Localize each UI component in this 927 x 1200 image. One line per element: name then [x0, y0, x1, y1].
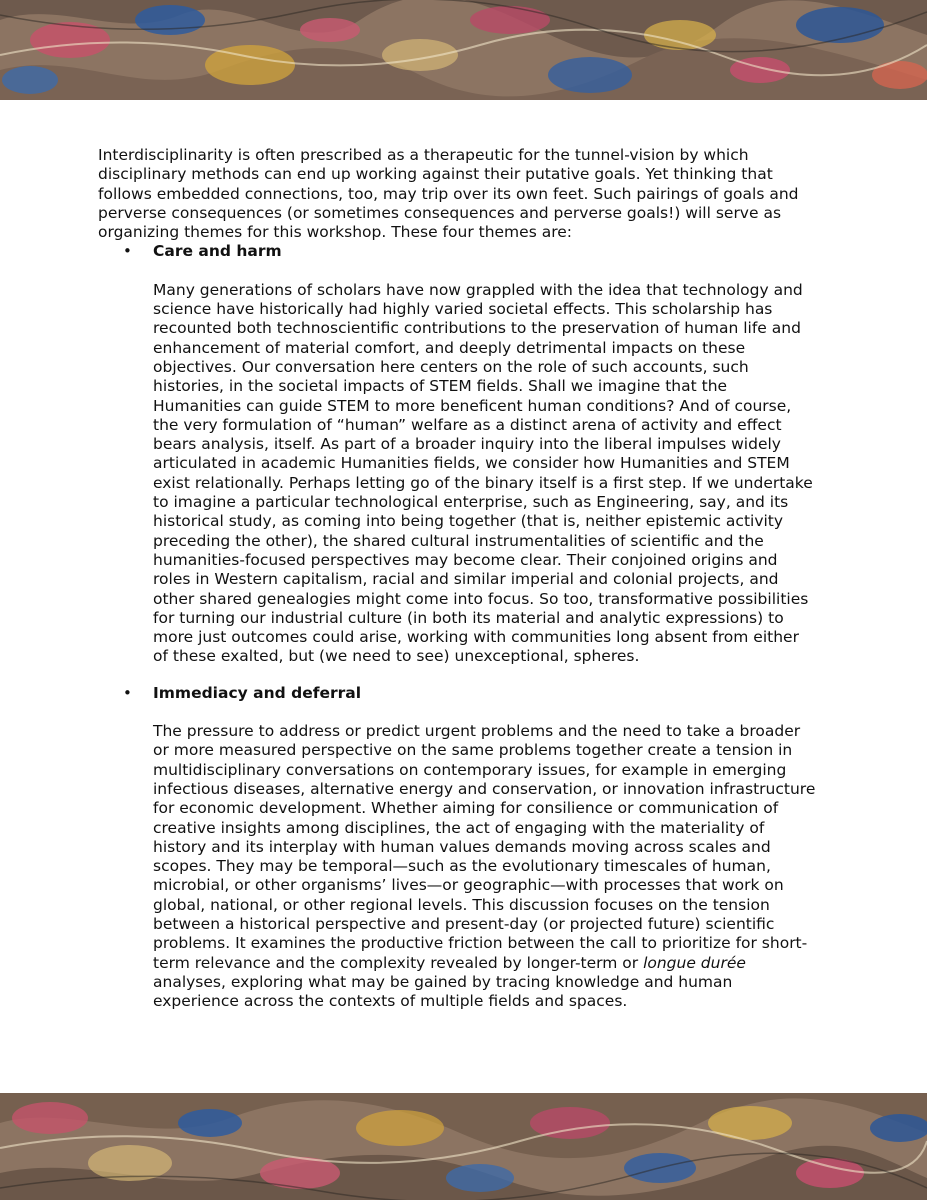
bullet-icon: • — [123, 683, 132, 702]
intro-paragraph: Interdisciplinarity is often prescribed as a therapeutic for the tunnel-vision by which disciplinary methods can end up working against their putative goals. Yet thinking that follows embedded connections, too, may trip over its own feet. Such pairings of goals and perverse consequences (or sometimes consequences and perverse goals!) will serve as organizing themes for this workshop. These four themes are: — [98, 146, 799, 242]
theme-item — [98, 242, 818, 666]
theme-item — [98, 684, 818, 1012]
theme-body-emphasis: longue durée — [643, 953, 746, 972]
theme-body-text: The pressure to address or predict urgent problems and the need to take a broader or more measured perspective on the same problems together create a tension in multidisciplinary conversations on contemporary issues, for example in emerging infectious diseases, alternative energy and conservation, or innovation infrastructure for economic development. Whether aiming for consilience or communication of creative insights among disciplines, the act of engaging with the materiality of history and its interplay with human values demands moving across scales and scopes. They may be temporal—such as the evolutionary timescales of human, microbial, or other organisms’ lives—or geographic—with processes that work on global, national, or other regional levels. This discussion focuses on the tension between a historical perspective and present-day (or projected future) scientific problems. It examines the productive friction between the call to prioritize for short-term relevance and the complexity revealed by longer-term or — [153, 722, 816, 972]
marbled-pattern-graphic — [0, 1093, 927, 1200]
theme-body — [153, 722, 818, 1011]
theme-title: Immediacy and deferral — [153, 683, 362, 702]
marbled-pattern-graphic — [0, 0, 927, 100]
theme-title: Care and harm — [153, 242, 282, 261]
marbled-footer-band — [0, 1093, 927, 1200]
marbled-header-band — [0, 0, 927, 100]
theme-body-text-end: analyses, exploring what may be gained by tracing knowledge and human experience across the contexts of multiple fields and spaces. — [153, 972, 733, 1011]
bullet-icon: • — [123, 242, 132, 261]
document-body — [98, 146, 818, 1028]
theme-body: Many generations of scholars have now grappled with the idea that technology and science have historically had highly varied societal effects. This scholarship has recounted both technoscientific contributions to the preservation of human life and enhancement of material comfort, and deeply detrimental impacts on these objectives. Our conversation here centers on the role of such accounts, such histories, in the societal impacts of STEM fields. Shall we imagine that the Humanities can guide STEM to more beneficent human conditions? And of course, the very formulation of “human” welfare as a distinct arena of activity and effect bears analysis, itself. As part of a broader inquiry into the liberal impulses widely articulated in academic Humanities fields, we consider how Humanities and STEM exist relationally. Perhaps letting go of the binary itself is a first step. If we undertake to imagine a particular technological enterprise, such as Engineering, say, and its historical study, as coming into being together (that is, neither epistemic activity preceding the other), the shared cultural instrumentalities of scientific and the humanities-focused perspectives may become clear. Their conjoined origins and roles in Western capitalism, racial and similar imperial and colonial projects, and other shared genealogies might come into focus. So too, transformative possibilities for turning our industrial culture (in both its material and analytic expressions) to more just outcomes could arise, working with communities long absent from either of these exalted, but (we need to see) unexceptional, spheres. — [153, 280, 813, 666]
